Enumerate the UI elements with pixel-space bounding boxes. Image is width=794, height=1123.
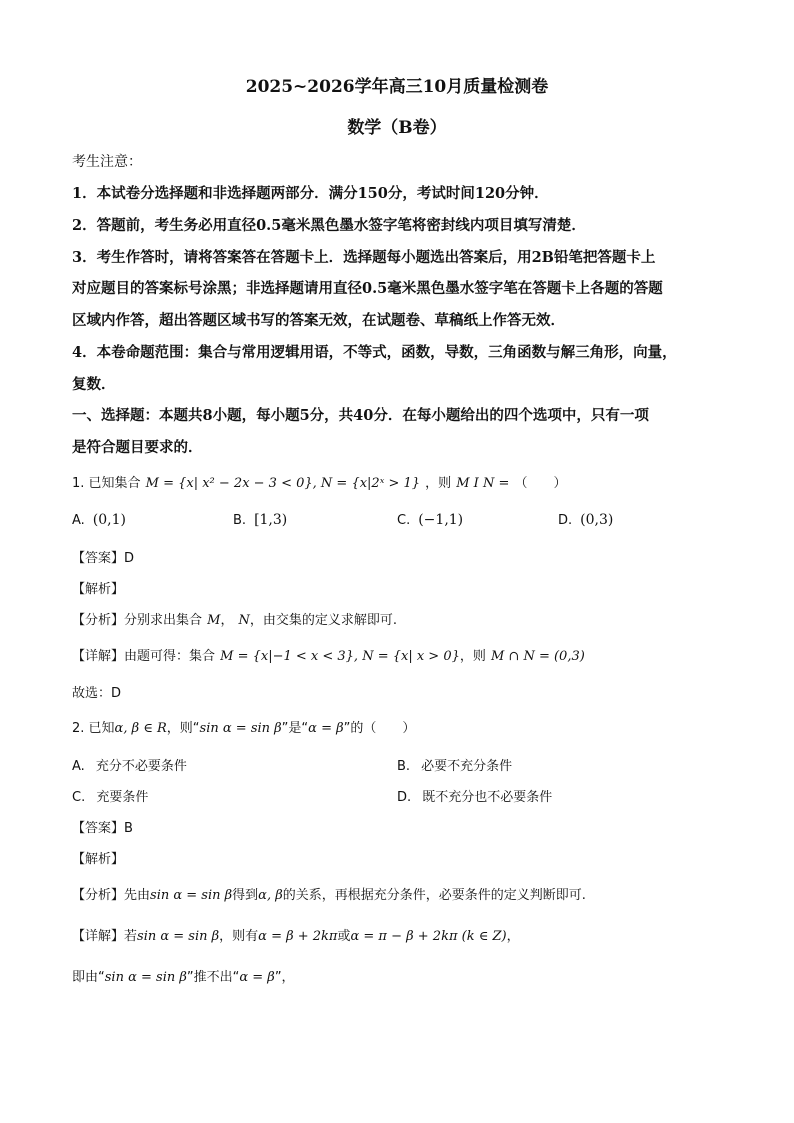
q1-detail-math2: M ∩ N = (0,3) [490,649,585,664]
q1-detail-math: M = {x|−1 < x < 3}, N = {x| x > 0} [220,649,460,664]
notice-item-4: 4．本卷命题范围：集合与常用逻辑用语，不等式，函数，导数，三角函数与解三角形，向量， [72,344,677,361]
q2-fenxi-pre: 先由 [124,888,151,903]
q1-fenxi [72,609,397,628]
notice-item-1: 1．本试卷分选择题和非选择题两部分．满分150分，考试时间120分钟． [72,185,549,202]
q1-detail-then: ，则 [459,649,486,664]
q1-fenxi-tag: 【分析】 [72,613,125,628]
section-heading-line-1: 一、选择题：本题共8小题，每小题5分，共40分．在每小题给出的四个选项中，只有一项 [72,407,649,424]
q1-detail-tag: 【详解】 [72,649,125,664]
q1-stem-math2: M I N = [456,476,510,491]
q2-stem-prefix: 2. 已知 [72,721,115,736]
q1-option-c [397,509,463,528]
q1-stem-suffix: ，则 [425,476,452,491]
q2-option-a [72,755,187,774]
q2-option-d [397,786,552,805]
q1-fenxi-text: 分别求出集合 [124,613,203,628]
notice-heading: 考生注意： [72,154,142,170]
q1-option-b-value: [1,3) [254,512,288,528]
q2-detail-math2: α = β + 2kπ [258,929,338,944]
q2-stem-math: α, β ∈ R [114,721,167,736]
q1-fenxi-sep: ， [220,613,234,628]
question-1-stem [72,472,566,491]
q2-option-a-label: A. [72,759,85,774]
q2-conclusion [72,966,295,985]
q1-stem-prefix: 1. 已知集合 [72,476,141,491]
q2-option-d-value: 既不充分也不必要条件 [422,790,553,805]
q2-detail-pre: 若 [124,929,138,944]
q1-answer: 【答案】D [72,551,135,566]
question-2-stem [72,717,415,736]
q1-choose: 故选：D [72,686,122,701]
q2-option-c-label: C. [72,790,86,805]
q2-last-math: sin α = sin β [104,970,187,985]
q1-fenxi-n: N [238,613,250,628]
q2-detail-math: sin α = sin β [137,929,220,944]
q1-option-a-value: (0,1) [92,512,126,528]
q2-last-pre: 即由“ [72,970,105,985]
q1-option-a [72,509,126,528]
q1-option-d-value: (0,3) [580,512,614,528]
section-heading-line-2: 是符合题目要求的． [72,439,203,456]
notice-item-2: 2．答题前，考生务必用直径0.5毫米黑色墨水签字笔将密封线内项目填写清楚． [72,217,586,234]
q2-option-b-label: B. [397,759,411,774]
q2-option-b-value: 必要不充分条件 [421,759,513,774]
page-subtitle: 数学（B卷） [347,118,447,138]
q2-last-mid: ”推不出“ [186,970,240,985]
q2-stem-end: ”的（ ） [343,721,416,736]
q2-last-end: ”， [274,970,295,985]
q1-option-c-value: (−1,1) [418,512,464,528]
q1-detail-text: 由题可得：集合 [124,649,216,664]
q1-answer-paren: （ ） [514,476,567,491]
q2-detail-tag: 【详解】 [72,929,125,944]
q1-detail [72,645,585,664]
q2-detail-or: 或 [337,929,351,944]
notice-item-3-cont-1: 对应题目的答案标号涂黑；非选择题请用直径0.5毫米黑色墨水签字笔在答题卡上各题的答题 [72,280,663,297]
q2-detail-math3: α = π − β + 2kπ (k ∈ Z) [350,929,507,944]
q2-option-d-label: D. [397,790,412,805]
q1-option-c-label: C. [397,513,411,528]
q1-fenxi-rest: ，由交集的定义求解即可. [249,613,398,628]
q2-fenxi-rest: 的关系，再根据充分条件，必要条件的定义判断即可. [282,888,586,903]
q2-answer: 【答案】B [72,821,133,836]
notice-item-4-cont: 复数． [72,376,116,393]
q1-option-d [558,509,613,528]
q2-stem-math3: α = β [308,721,344,736]
q2-option-c [72,786,148,805]
notice-item-3: 3．考生作答时，请将答案答在答题卡上．选择题每小题选出答案后，用2B铅笔把答题卡上 [72,249,656,266]
q1-analysis-heading: 【解析】 [72,582,125,597]
q1-stem-math: M = {x| x² − 2x − 3 < 0}, N = {x|2ˣ > 1} [145,476,421,491]
q2-fenxi-math: sin α = sin β [150,888,233,903]
q1-option-d-label: D. [558,513,573,528]
q2-stem-mid: ，则“ [166,721,200,736]
q2-option-a-value: 充分不必要条件 [95,759,187,774]
q2-fenxi-mid: 得到 [232,888,259,903]
q2-analysis-heading: 【解析】 [72,852,125,867]
q2-detail-mid: ，则有 [219,929,259,944]
q1-option-a-label: A. [72,513,85,528]
q1-option-b [233,509,287,528]
q2-option-b [397,755,512,774]
notice-item-3-cont-2: 区域内作答，超出答题区域书写的答案无效，在试题卷、草稿纸上作答无效． [72,312,565,329]
q2-option-c-value: 充要条件 [96,790,149,805]
q2-detail [72,925,520,944]
q2-detail-end: ， [506,929,520,944]
q2-fenxi-math2: α, β [258,888,283,903]
q1-fenxi-m: M [207,613,221,628]
q2-last-math2: α = β [239,970,275,985]
q2-stem-mid2: ”是“ [281,721,309,736]
q2-stem-math2: sin α = sin β [199,721,282,736]
q2-fenxi [72,884,586,903]
q1-option-b-label: B. [233,513,247,528]
page-title: 2025~2026学年高三10月质量检测卷 [245,77,549,97]
q2-fenxi-tag: 【分析】 [72,888,125,903]
